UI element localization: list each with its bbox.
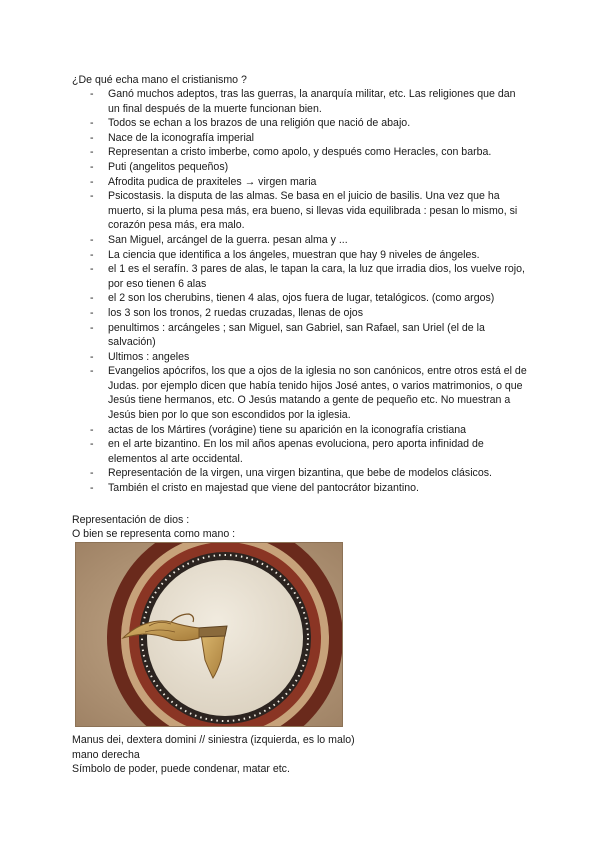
list-item-text: Ganó muchos adeptos, tras las guerras, la anarquía militar, etc. Las religiones que dan un final después de la muerte funcionan bien. (108, 88, 516, 115)
list-item (72, 481, 527, 496)
section-title: Representación de dios : (72, 514, 190, 526)
bullet-dash: - (90, 117, 94, 130)
bullet-list (72, 87, 527, 496)
list-item (72, 248, 527, 263)
list-item (72, 466, 527, 481)
bullet-dash: - (90, 467, 94, 480)
bullet-dash: - (90, 160, 94, 173)
bullet-dash: - (90, 306, 94, 319)
list-item-text: el 1 es el serafín. 3 pares de alas, le tapan la cara, la luz que irradia dios, los vuelve rojo, por eso tienen 6 alas (108, 263, 525, 290)
list-item (72, 306, 527, 321)
bullet-dash: - (90, 175, 94, 188)
manus-dei-fresco-image (75, 542, 343, 727)
bullet-dash: - (90, 321, 94, 334)
page-heading: ¿De qué echa mano el cristianismo ? (72, 74, 247, 86)
list-item-text: Afrodita pudica de praxiteles → virgen maria (108, 175, 317, 188)
bullet-dash: - (90, 233, 94, 246)
list-item-text: También el cristo en majestad que viene del pantocrátor bizantino. (108, 482, 419, 495)
list-item (72, 437, 527, 466)
list-item (72, 189, 527, 233)
list-item-text: Puti (angelitos pequeños) (108, 160, 229, 173)
list-item-text: Evangelios apócrifos, los que a ojos de la iglesia no son canónicos, entre otros está el de Judas. por ejemplo dicen que había tenido hijos José antes, o varios matrimonios, o que Jesús tiene hermanos, etc. O Jesús matando a gente de pequeño etc. No muestran a Jesús bien por lo que son escondidos por la iglesia. (108, 365, 527, 422)
list-item (72, 423, 527, 438)
list-item (72, 321, 527, 350)
caption-mano-derecha: mano derecha (72, 749, 140, 761)
list-item-text: Todos se echan a los brazos de una religión que nació de abajo. (108, 117, 411, 130)
bullet-dash: - (90, 365, 94, 378)
list-item (72, 175, 527, 190)
list-item (72, 87, 527, 116)
list-item (72, 364, 527, 422)
list-item-text: Psicostasis. la disputa de las almas. Se basa en el juicio de basilis. Una vez que ha muerto, si la pluma pesa más, era bueno, si llevas vida equilibrada : pesan lo mismo, si corazón pesa más, era malo. (108, 190, 518, 232)
list-item-text: Representación de la virgen, una virgen bizantina, que bebe de modelos clásicos. (108, 467, 492, 480)
list-item-text: San Miguel, arcángel de la guerra. pesan alma y ... (108, 233, 348, 246)
list-item-text: penultimos : arcángeles ; san Miguel, san Gabriel, san Rafael, san Uriel (el de la salvación) (108, 321, 485, 349)
list-item (72, 350, 527, 365)
bullet-dash: - (90, 482, 94, 495)
list-item-text: Nace de la iconografía imperial (108, 131, 255, 144)
bullet-dash: - (90, 190, 94, 203)
list-item (72, 262, 527, 291)
caption-simbolo-poder: Símbolo de poder, puede condenar, matar etc. (72, 763, 290, 775)
list-item-text: Representan a cristo imberbe, como apolo, y después como Heracles, con barba. (108, 146, 492, 159)
list-item (72, 233, 527, 248)
list-item (72, 291, 527, 306)
bullet-dash: - (90, 350, 94, 363)
list-item-text: Ultimos : angeles (108, 350, 190, 363)
list-item-text: el 2 son los cherubins, tienen 4 alas, ojos fuera de lugar, tetalógicos. (como argos) (108, 292, 495, 305)
section-subtitle: O bien se representa como mano : (72, 528, 236, 540)
list-item-text: actas de los Mártires (vorágine) tiene su aparición en la iconografía cristiana (108, 423, 467, 436)
list-item (72, 116, 527, 131)
fresco-illustration (75, 542, 343, 727)
bullet-dash: - (90, 263, 94, 276)
caption-manus-dei: Manus dei, dextera domini // siniestra (izquierda, es lo malo) (72, 734, 355, 746)
bullet-dash: - (90, 438, 94, 451)
list-item-text: los 3 son los tronos, 2 ruedas cruzadas, llenas de ojos (108, 306, 363, 319)
list-item-text: en el arte bizantino. En los mil años apenas evoluciona, pero aporta infinidad de elementos al arte occidental. (108, 438, 484, 465)
bullet-dash: - (90, 146, 94, 159)
bullet-dash: - (90, 131, 94, 144)
list-item (72, 131, 527, 146)
list-item-text: La ciencia que identifica a los ángeles, muestran que hay 9 niveles de ángeles. (108, 248, 480, 261)
bullet-dash: - (90, 292, 94, 305)
list-item (72, 145, 527, 160)
list-item (72, 160, 527, 175)
bullet-dash: - (90, 88, 94, 100)
bullet-dash: - (90, 423, 94, 436)
bullet-dash: - (90, 248, 94, 261)
